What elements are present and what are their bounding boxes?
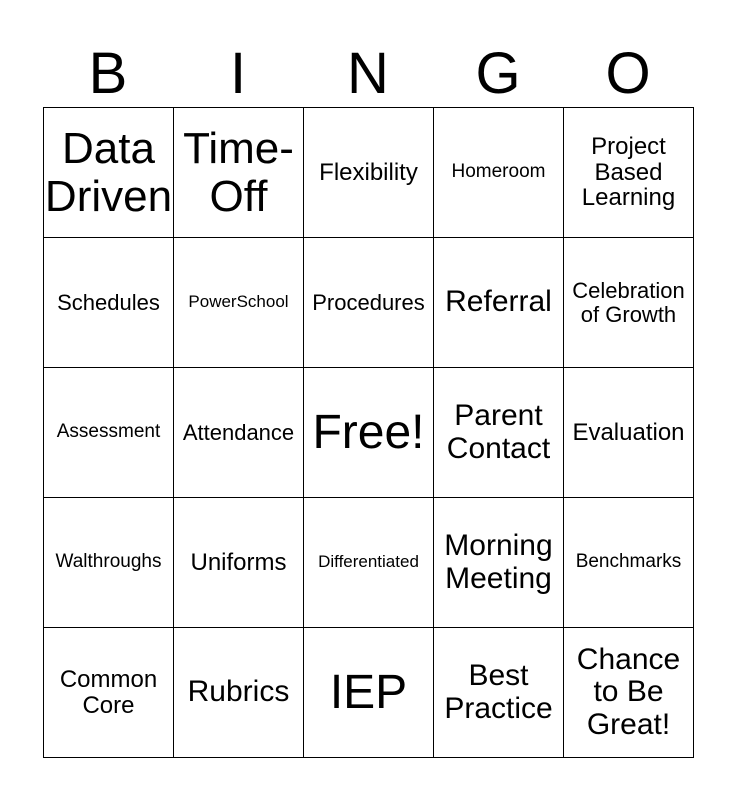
cell-text: Uniforms [190, 548, 287, 576]
bingo-cell[interactable] [44, 498, 174, 628]
bingo-cell[interactable] [44, 628, 174, 758]
cell-text: Time- Off [183, 123, 294, 221]
bingo-cell[interactable] [304, 108, 434, 238]
bingo-cell[interactable] [304, 498, 434, 628]
cell-text: Differentiated [318, 552, 419, 572]
cell-text: Data Driven [44, 123, 173, 221]
bingo-cell[interactable] [434, 628, 564, 758]
bingo-cell[interactable] [564, 108, 694, 238]
cell-text: Morning Meeting [444, 529, 553, 595]
cell-text: Walthroughs [55, 551, 162, 573]
cell-text: Free! [312, 405, 425, 459]
bingo-cell[interactable] [174, 628, 304, 758]
bingo-cell[interactable] [434, 498, 564, 628]
bingo-cell[interactable] [304, 628, 434, 758]
bingo-cell[interactable] [44, 108, 174, 238]
header-letter-n: N [347, 41, 389, 106]
cell-text: Attendance [182, 419, 295, 445]
cell-text: Homeroom [451, 161, 546, 183]
cell-text: Evaluation [572, 418, 685, 446]
cell-text: Referral [445, 285, 552, 319]
cell-text: Best Practice [444, 659, 553, 725]
bingo-cell[interactable] [44, 238, 174, 368]
cell-text: Schedules [57, 289, 160, 315]
cell-text: Flexibility [319, 158, 418, 186]
cell-text: Assessment [56, 421, 161, 443]
header-letter-o: O [605, 41, 651, 106]
cell-text: Parent Contact [446, 399, 551, 465]
bingo-cell[interactable] [304, 368, 434, 498]
cell-text: Project Based Learning [581, 132, 676, 212]
cell-text: IEP [329, 665, 408, 719]
header-letter-b: B [88, 41, 128, 106]
cell-text: Celebration of Growth [572, 277, 685, 327]
bingo-cell[interactable] [304, 238, 434, 368]
bingo-header [43, 40, 693, 108]
cell-text: Chance to Be Great! [576, 642, 681, 741]
cell-text: Rubrics [187, 675, 290, 709]
bingo-board [43, 107, 694, 758]
header-letter-i: I [229, 41, 247, 106]
bingo-cell[interactable] [174, 238, 304, 368]
bingo-cell[interactable] [44, 368, 174, 498]
bingo-cell[interactable] [564, 368, 694, 498]
header-letter-g: G [475, 41, 521, 106]
cell-text: Procedures [312, 289, 425, 315]
bingo-cell[interactable] [564, 238, 694, 368]
bingo-cell[interactable] [174, 368, 304, 498]
bingo-cell[interactable] [434, 368, 564, 498]
bingo-cell[interactable] [174, 498, 304, 628]
cell-text: Benchmarks [575, 551, 682, 573]
bingo-cell[interactable] [564, 628, 694, 758]
bingo-cell[interactable] [174, 108, 304, 238]
cell-text: PowerSchool [188, 292, 289, 312]
bingo-cell[interactable] [564, 498, 694, 628]
bingo-cell[interactable] [434, 108, 564, 238]
cell-text: Common Core [59, 665, 158, 719]
bingo-cell[interactable] [434, 238, 564, 368]
